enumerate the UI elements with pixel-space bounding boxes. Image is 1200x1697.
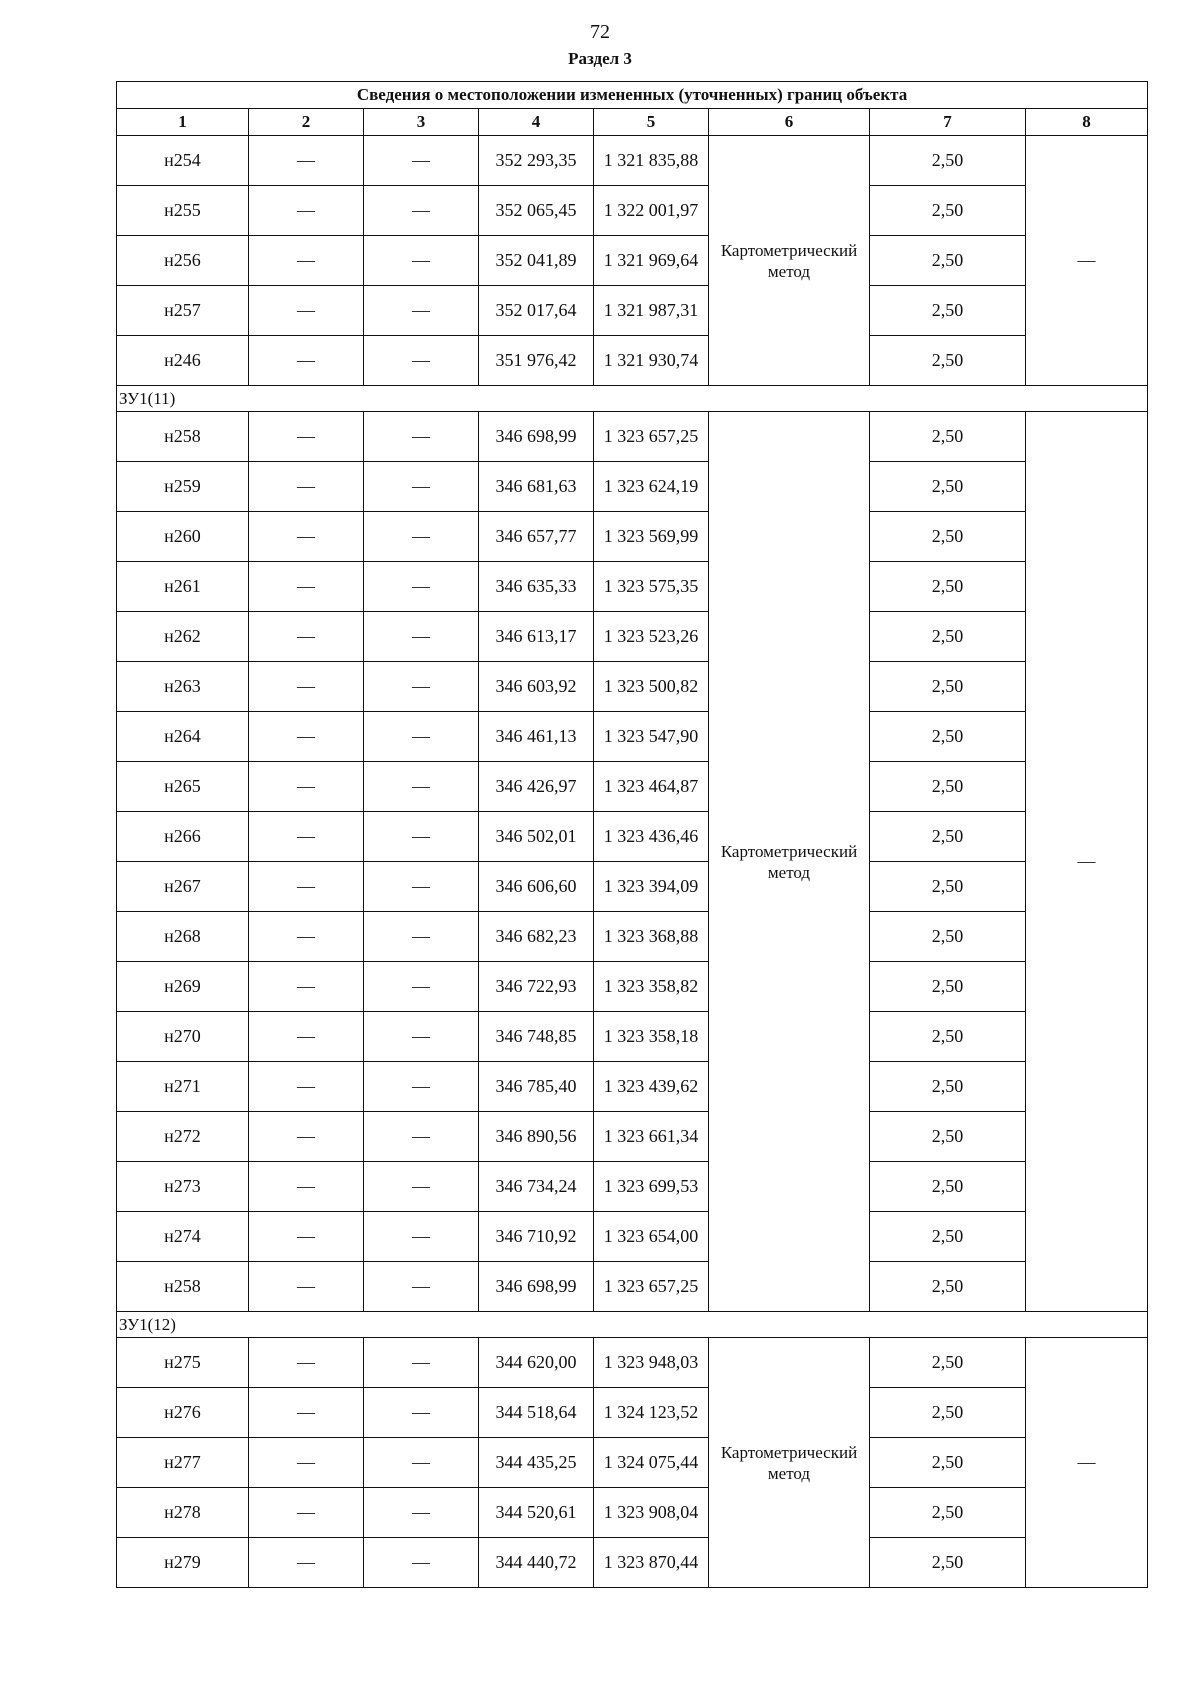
y-coordinate-cell: 1 323 500,82 (594, 662, 709, 712)
y-coordinate-cell: 1 322 001,97 (594, 186, 709, 236)
y-coordinate-cell: 1 323 394,09 (594, 862, 709, 912)
table-row (117, 1112, 1148, 1162)
point-name-cell: н263 (117, 662, 249, 712)
table-row (117, 1538, 1148, 1588)
point-name-cell: н254 (117, 136, 249, 186)
x-coordinate-cell: 346 635,33 (479, 562, 594, 612)
group-row (117, 386, 1148, 412)
accuracy-cell: 2,50 (870, 412, 1026, 462)
table-row (117, 1338, 1148, 1388)
x-coordinate-cell: 346 698,99 (479, 1262, 594, 1312)
table-row (117, 236, 1148, 286)
table-row (117, 962, 1148, 1012)
y-coordinate-cell: 1 323 436,46 (594, 812, 709, 862)
method-cell: Картометрический метод (709, 136, 870, 386)
x-coordinate-cell: 344 440,72 (479, 1538, 594, 1588)
x-coordinate-cell: 346 698,99 (479, 412, 594, 462)
y-coordinate-cell: 1 323 368,88 (594, 912, 709, 962)
table-row (117, 1438, 1148, 1488)
x-coordinate-cell: 346 722,93 (479, 962, 594, 1012)
accuracy-cell: 2,50 (870, 286, 1026, 336)
table-row (117, 1262, 1148, 1312)
accuracy-cell: 2,50 (870, 1338, 1026, 1388)
point-name-cell: н258 (117, 412, 249, 462)
y-coordinate-cell: 1 323 569,99 (594, 512, 709, 562)
y-coordinate-cell: 1 321 835,88 (594, 136, 709, 186)
table-row (117, 286, 1148, 336)
x-coordinate-cell: 352 065,45 (479, 186, 594, 236)
accuracy-cell: 2,50 (870, 462, 1026, 512)
accuracy-cell: 2,50 (870, 712, 1026, 762)
col3-cell: — (364, 762, 479, 812)
col3-cell: — (364, 712, 479, 762)
y-coordinate-cell: 1 323 523,26 (594, 612, 709, 662)
table-row (117, 1162, 1148, 1212)
accuracy-cell: 2,50 (870, 1212, 1026, 1262)
col3-cell: — (364, 1388, 479, 1438)
accuracy-cell: 2,50 (870, 136, 1026, 186)
col3-cell: — (364, 1012, 479, 1062)
col3-cell: — (364, 962, 479, 1012)
col2-cell: — (249, 1438, 364, 1488)
col3-cell: — (364, 512, 479, 562)
col2-cell: — (249, 812, 364, 862)
col3-cell: — (364, 662, 479, 712)
col3-cell: — (364, 412, 479, 462)
y-coordinate-cell: 1 323 624,19 (594, 462, 709, 512)
point-name-cell: н259 (117, 462, 249, 512)
col2-cell: — (249, 662, 364, 712)
x-coordinate-cell: 346 710,92 (479, 1212, 594, 1262)
table-row (117, 812, 1148, 862)
x-coordinate-cell: 346 748,85 (479, 1012, 594, 1062)
point-name-cell: н272 (117, 1112, 249, 1162)
x-coordinate-cell: 346 606,60 (479, 862, 594, 912)
y-coordinate-cell: 1 323 439,62 (594, 1062, 709, 1112)
col2-cell: — (249, 1062, 364, 1112)
accuracy-cell: 2,50 (870, 612, 1026, 662)
col2-cell: — (249, 562, 364, 612)
col2-cell: — (249, 136, 364, 186)
x-coordinate-cell: 346 785,40 (479, 1062, 594, 1112)
col2-cell: — (249, 862, 364, 912)
accuracy-cell: 2,50 (870, 862, 1026, 912)
col3-cell: — (364, 1488, 479, 1538)
x-coordinate-cell: 344 620,00 (479, 1338, 594, 1388)
table-row (117, 1388, 1148, 1438)
y-coordinate-cell: 1 323 575,35 (594, 562, 709, 612)
col2-cell: — (249, 1262, 364, 1312)
point-name-cell: н273 (117, 1162, 249, 1212)
accuracy-cell: 2,50 (870, 912, 1026, 962)
method-cell: Картометрический метод (709, 412, 870, 1312)
col3-cell: — (364, 1338, 479, 1388)
col2-cell: — (249, 236, 364, 286)
col3-cell: — (364, 562, 479, 612)
point-name-cell: н279 (117, 1538, 249, 1588)
point-name-cell: н278 (117, 1488, 249, 1538)
y-coordinate-cell: 1 324 075,44 (594, 1438, 709, 1488)
col8-cell: — (1026, 136, 1148, 386)
x-coordinate-cell: 346 681,63 (479, 462, 594, 512)
col2-cell: — (249, 1212, 364, 1262)
col2-cell: — (249, 1338, 364, 1388)
col3-cell: — (364, 286, 479, 336)
point-name-cell: н275 (117, 1338, 249, 1388)
y-coordinate-cell: 1 323 657,25 (594, 412, 709, 462)
column-number-header: 6 (709, 109, 870, 136)
accuracy-cell: 2,50 (870, 812, 1026, 862)
x-coordinate-cell: 352 293,35 (479, 136, 594, 186)
y-coordinate-cell: 1 323 464,87 (594, 762, 709, 812)
col2-cell: — (249, 1488, 364, 1538)
point-name-cell: н261 (117, 562, 249, 612)
method-cell: Картометрический метод (709, 1338, 870, 1588)
point-name-cell: н265 (117, 762, 249, 812)
column-number-header: 1 (117, 109, 249, 136)
point-name-cell: н268 (117, 912, 249, 962)
table-row (117, 1062, 1148, 1112)
col8-cell: — (1026, 412, 1148, 1312)
col2-cell: — (249, 1388, 364, 1438)
point-name-cell: н267 (117, 862, 249, 912)
col3-cell: — (364, 912, 479, 962)
section-title: Раздел 3 (568, 49, 632, 68)
col2-cell: — (249, 712, 364, 762)
col3-cell: — (364, 136, 479, 186)
column-number-header: 3 (364, 109, 479, 136)
group-label: ЗУ1(11) (117, 386, 1148, 412)
col2-cell: — (249, 1538, 364, 1588)
accuracy-cell: 2,50 (870, 1112, 1026, 1162)
table-caption: Сведения о местоположении измененных (уточненных) границ объекта (117, 82, 1148, 109)
point-name-cell: н260 (117, 512, 249, 562)
column-number-header: 8 (1026, 109, 1148, 136)
col3-cell: — (364, 236, 479, 286)
point-name-cell: н270 (117, 1012, 249, 1062)
table-row (117, 412, 1148, 462)
boundary-coordinates-table (116, 81, 1148, 1588)
x-coordinate-cell: 346 426,97 (479, 762, 594, 812)
col2-cell: — (249, 962, 364, 1012)
column-number-header: 2 (249, 109, 364, 136)
accuracy-cell: 2,50 (870, 962, 1026, 1012)
table-row (117, 1488, 1148, 1538)
accuracy-cell: 2,50 (870, 336, 1026, 386)
y-coordinate-cell: 1 323 948,03 (594, 1338, 709, 1388)
col2-cell: — (249, 1162, 364, 1212)
y-coordinate-cell: 1 323 654,00 (594, 1212, 709, 1262)
accuracy-cell: 2,50 (870, 512, 1026, 562)
col3-cell: — (364, 1438, 479, 1488)
col3-cell: — (364, 1162, 479, 1212)
column-number-header: 5 (594, 109, 709, 136)
col2-cell: — (249, 186, 364, 236)
x-coordinate-cell: 346 890,56 (479, 1112, 594, 1162)
x-coordinate-cell: 351 976,42 (479, 336, 594, 386)
col3-cell: — (364, 612, 479, 662)
col2-cell: — (249, 1012, 364, 1062)
col2-cell: — (249, 912, 364, 962)
y-coordinate-cell: 1 321 930,74 (594, 336, 709, 386)
x-coordinate-cell: 346 461,13 (479, 712, 594, 762)
point-name-cell: н266 (117, 812, 249, 862)
accuracy-cell: 2,50 (870, 762, 1026, 812)
page-number: 72 (590, 21, 610, 43)
col2-cell: — (249, 512, 364, 562)
col2-cell: — (249, 612, 364, 662)
col3-cell: — (364, 462, 479, 512)
x-coordinate-cell: 344 520,61 (479, 1488, 594, 1538)
point-name-cell: н274 (117, 1212, 249, 1262)
table-row (117, 336, 1148, 386)
x-coordinate-cell: 346 603,92 (479, 662, 594, 712)
y-coordinate-cell: 1 323 358,82 (594, 962, 709, 1012)
accuracy-cell: 2,50 (870, 236, 1026, 286)
point-name-cell: н262 (117, 612, 249, 662)
table-row (117, 1212, 1148, 1262)
y-coordinate-cell: 1 323 657,25 (594, 1262, 709, 1312)
x-coordinate-cell: 344 518,64 (479, 1388, 594, 1438)
col2-cell: — (249, 412, 364, 462)
accuracy-cell: 2,50 (870, 1538, 1026, 1588)
accuracy-cell: 2,50 (870, 1438, 1026, 1488)
point-name-cell: н257 (117, 286, 249, 336)
accuracy-cell: 2,50 (870, 1062, 1026, 1112)
x-coordinate-cell: 346 734,24 (479, 1162, 594, 1212)
point-name-cell: н277 (117, 1438, 249, 1488)
col3-cell: — (364, 1062, 479, 1112)
table-row (117, 512, 1148, 562)
column-number-header: 4 (479, 109, 594, 136)
col2-cell: — (249, 336, 364, 386)
col3-cell: — (364, 1538, 479, 1588)
y-coordinate-cell: 1 323 870,44 (594, 1538, 709, 1588)
table-row (117, 662, 1148, 712)
col2-cell: — (249, 462, 364, 512)
point-name-cell: н255 (117, 186, 249, 236)
col2-cell: — (249, 762, 364, 812)
point-name-cell: н264 (117, 712, 249, 762)
x-coordinate-cell: 352 017,64 (479, 286, 594, 336)
group-label: ЗУ1(12) (117, 1312, 1148, 1338)
col3-cell: — (364, 336, 479, 386)
accuracy-cell: 2,50 (870, 1388, 1026, 1438)
x-coordinate-cell: 346 657,77 (479, 512, 594, 562)
accuracy-cell: 2,50 (870, 1262, 1026, 1312)
col8-cell: — (1026, 1338, 1148, 1588)
x-coordinate-cell: 346 682,23 (479, 912, 594, 962)
y-coordinate-cell: 1 323 547,90 (594, 712, 709, 762)
table-row (117, 1012, 1148, 1062)
x-coordinate-cell: 352 041,89 (479, 236, 594, 286)
table-row (117, 712, 1148, 762)
point-name-cell: н271 (117, 1062, 249, 1112)
col3-cell: — (364, 862, 479, 912)
y-coordinate-cell: 1 323 661,34 (594, 1112, 709, 1162)
accuracy-cell: 2,50 (870, 1162, 1026, 1212)
y-coordinate-cell: 1 321 969,64 (594, 236, 709, 286)
col3-cell: — (364, 186, 479, 236)
y-coordinate-cell: 1 323 699,53 (594, 1162, 709, 1212)
point-name-cell: н269 (117, 962, 249, 1012)
col3-cell: — (364, 812, 479, 862)
accuracy-cell: 2,50 (870, 562, 1026, 612)
point-name-cell: н258 (117, 1262, 249, 1312)
column-number-header: 7 (870, 109, 1026, 136)
point-name-cell: н276 (117, 1388, 249, 1438)
y-coordinate-cell: 1 323 358,18 (594, 1012, 709, 1062)
table-row (117, 136, 1148, 186)
table-row (117, 912, 1148, 962)
col2-cell: — (249, 1112, 364, 1162)
x-coordinate-cell: 344 435,25 (479, 1438, 594, 1488)
table-row (117, 862, 1148, 912)
y-coordinate-cell: 1 324 123,52 (594, 1388, 709, 1438)
col2-cell: — (249, 286, 364, 336)
table-row (117, 612, 1148, 662)
col3-cell: — (364, 1112, 479, 1162)
accuracy-cell: 2,50 (870, 1488, 1026, 1538)
table-row (117, 186, 1148, 236)
point-name-cell: н256 (117, 236, 249, 286)
x-coordinate-cell: 346 613,17 (479, 612, 594, 662)
x-coordinate-cell: 346 502,01 (479, 812, 594, 862)
y-coordinate-cell: 1 321 987,31 (594, 286, 709, 336)
accuracy-cell: 2,50 (870, 1012, 1026, 1062)
col3-cell: — (364, 1262, 479, 1312)
y-coordinate-cell: 1 323 908,04 (594, 1488, 709, 1538)
col3-cell: — (364, 1212, 479, 1262)
accuracy-cell: 2,50 (870, 186, 1026, 236)
table-row (117, 462, 1148, 512)
accuracy-cell: 2,50 (870, 662, 1026, 712)
table-row (117, 762, 1148, 812)
point-name-cell: н246 (117, 336, 249, 386)
table-row (117, 562, 1148, 612)
group-row (117, 1312, 1148, 1338)
